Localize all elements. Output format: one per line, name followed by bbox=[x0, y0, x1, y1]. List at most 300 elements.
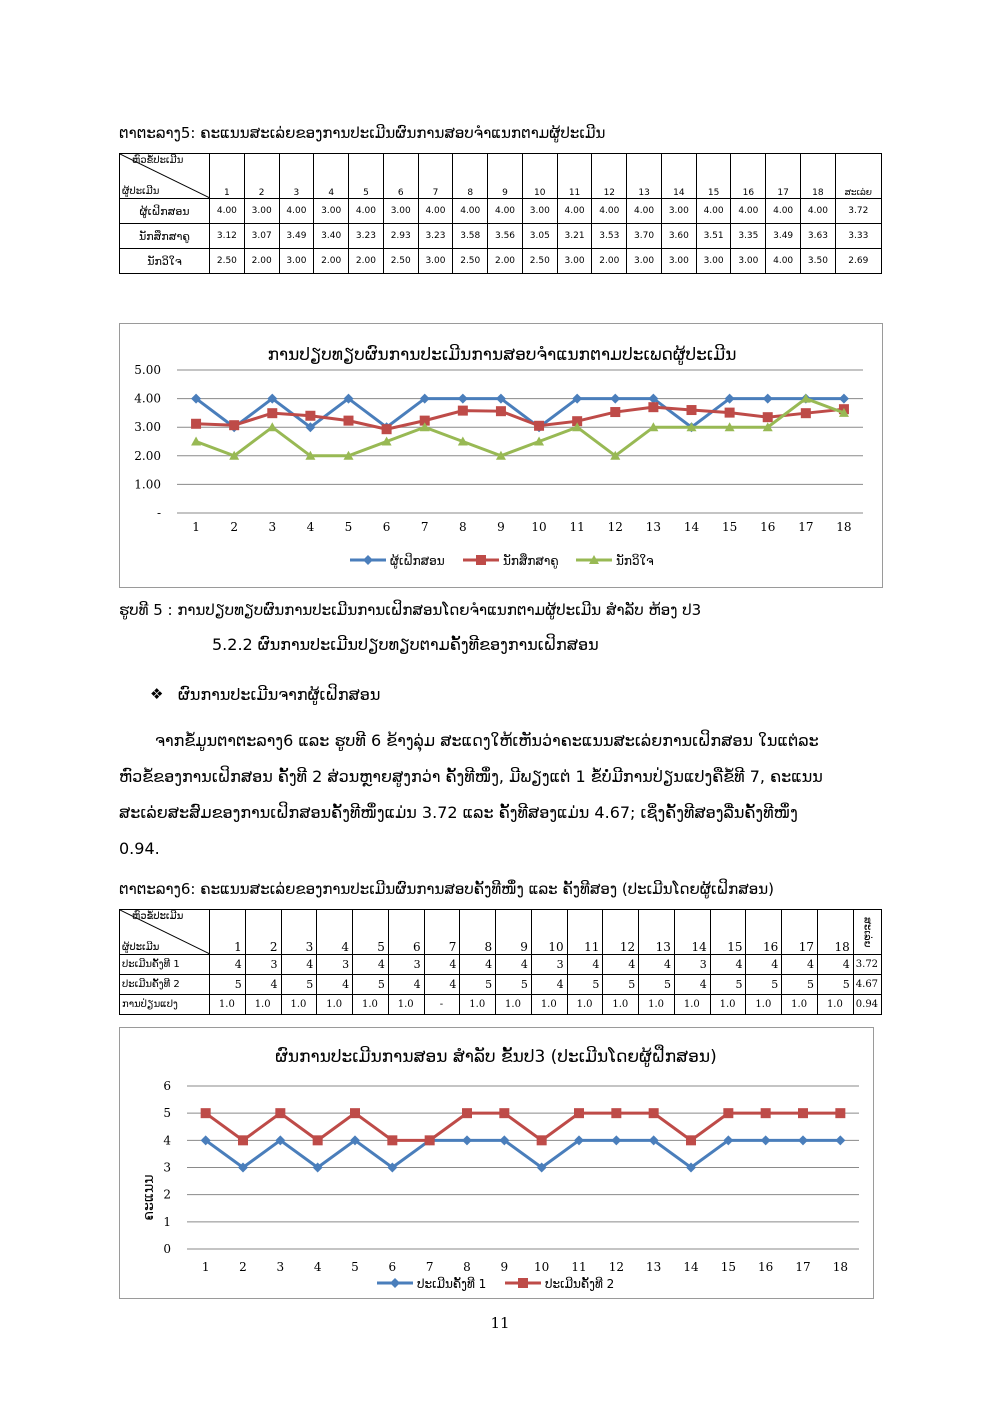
x-tick-label: 17 bbox=[795, 1260, 811, 1274]
x-tick-label: 5 bbox=[344, 520, 353, 534]
y-tick-label: 0 bbox=[163, 1242, 171, 1256]
value-cell: 4.00 bbox=[418, 199, 453, 224]
x-tick-label: 5 bbox=[351, 1260, 359, 1274]
table-row bbox=[120, 249, 882, 274]
x-tick-label: 8 bbox=[463, 1260, 471, 1274]
legend-item bbox=[350, 552, 445, 569]
value-cell: 3.49 bbox=[766, 224, 801, 249]
value-cell: 1.0 bbox=[388, 995, 424, 1015]
data-point bbox=[382, 424, 392, 434]
data-point bbox=[425, 1135, 435, 1145]
value-cell: 3.12 bbox=[210, 224, 245, 249]
value-cell: 3.00 bbox=[522, 199, 557, 224]
data-point bbox=[574, 1108, 584, 1118]
x-tick-label: 6 bbox=[382, 520, 391, 534]
header-diagonal-cell bbox=[120, 910, 210, 955]
data-point bbox=[350, 1108, 360, 1118]
series-line bbox=[206, 1140, 841, 1167]
value-cell: 4 bbox=[245, 975, 281, 995]
y-tick-label: 2 bbox=[163, 1187, 171, 1202]
value-cell: 4.00 bbox=[592, 199, 627, 224]
header-column: 5 bbox=[353, 910, 389, 955]
value-cell: 1.0 bbox=[531, 995, 567, 1015]
data-point bbox=[686, 1135, 696, 1145]
y-tick-label: 5.00 bbox=[134, 363, 161, 377]
table-row bbox=[120, 199, 882, 224]
header-column: 1 bbox=[210, 910, 246, 955]
value-cell: 4 bbox=[710, 955, 746, 975]
value-cell: 4 bbox=[818, 955, 854, 975]
value-cell: 4 bbox=[567, 955, 603, 975]
paragraph-line: ຫົວຂໍ້ຂອງການເຝິກສອນ ຄັ້ງທີ 2 ສ່ວນຫຼາຍສູງກວ່າ ຄັ້ງທີໜຶ່ງ, ມີພຽງແຕ່ 1 ຂໍ້ບໍ່ມີການປ່ຽນແປງຄືຂໍ້ທີ 7, ຄະແນນ bbox=[119, 767, 823, 786]
x-tick-label: 12 bbox=[607, 520, 623, 534]
average-cell: 4.67 bbox=[853, 975, 881, 995]
data-point bbox=[462, 1135, 472, 1145]
x-tick-label: 6 bbox=[388, 1260, 397, 1274]
legend-item bbox=[463, 553, 559, 569]
header-column: 16 bbox=[731, 154, 766, 199]
value-cell: 1.0 bbox=[210, 995, 246, 1015]
value-cell: 2.50 bbox=[453, 249, 488, 274]
legend-item bbox=[377, 1276, 486, 1291]
x-tick-label: 8 bbox=[459, 520, 467, 534]
value-cell: 1.0 bbox=[710, 995, 746, 1015]
value-cell: 3.40 bbox=[314, 224, 349, 249]
value-cell: - bbox=[424, 995, 460, 1015]
x-tick-label: 16 bbox=[760, 520, 776, 534]
value-cell: 5 bbox=[281, 975, 317, 995]
value-cell: 1.0 bbox=[353, 995, 389, 1015]
x-tick-label: 17 bbox=[798, 520, 814, 534]
data-point bbox=[496, 406, 506, 416]
value-cell: 1.0 bbox=[639, 995, 675, 1015]
chart1-frame bbox=[119, 323, 883, 588]
value-cell: 3.00 bbox=[244, 199, 279, 224]
value-cell: 3 bbox=[531, 955, 567, 975]
row-label: ນັກສຶກສາຄູ bbox=[120, 224, 210, 249]
value-cell: 5 bbox=[710, 975, 746, 995]
data-point bbox=[191, 419, 201, 429]
data-point bbox=[201, 1108, 211, 1118]
header-column: 13 bbox=[639, 910, 675, 955]
x-tick-label: 15 bbox=[721, 520, 738, 534]
data-point bbox=[458, 394, 468, 404]
header-column: 2 bbox=[245, 910, 281, 955]
x-tick-label: 11 bbox=[571, 1260, 587, 1274]
y-tick-label: 3.00 bbox=[134, 420, 161, 435]
average-cell: 3.72 bbox=[853, 955, 881, 975]
paragraph-line: ສະເລ່ຍສະສົມຂອງການເຝິກສອນຄັ້ງທີໜຶ່ງແມ່ນ 3.72 ແລະ ຄັ້ງທີສອງແມ່ນ 4.67; ເຊິ່ງຄັ້ງທີສອງລື່ນຄັ້ງທີໜຶ່ງ bbox=[119, 803, 798, 822]
value-cell: 3.00 bbox=[696, 249, 731, 274]
value-cell: 3.63 bbox=[801, 224, 836, 249]
bullet-icon: ❖ bbox=[150, 685, 164, 703]
data-point bbox=[238, 1135, 248, 1145]
data-point bbox=[763, 412, 773, 422]
value-cell: 1.0 bbox=[245, 995, 281, 1015]
value-cell: 3.51 bbox=[696, 224, 731, 249]
value-cell: 4 bbox=[639, 955, 675, 975]
value-cell: 3.49 bbox=[279, 224, 314, 249]
header-topic-label: ຫົວຂໍ້ປະເມີນ bbox=[132, 911, 184, 922]
x-tick-label: 14 bbox=[683, 520, 700, 534]
chart2-frame bbox=[119, 1027, 874, 1299]
value-cell: 3.56 bbox=[488, 224, 523, 249]
y-tick-label: 6 bbox=[163, 1079, 171, 1093]
value-cell: 3.00 bbox=[661, 199, 696, 224]
value-cell: 2.00 bbox=[488, 249, 523, 274]
y-tick-label: 4.00 bbox=[134, 391, 161, 406]
header-column: 8 bbox=[453, 154, 488, 199]
header-column: 4 bbox=[317, 910, 353, 955]
value-cell: 4 bbox=[531, 975, 567, 995]
header-column: 12 bbox=[603, 910, 639, 955]
x-tick-label: 16 bbox=[758, 1260, 774, 1274]
value-cell: 4.00 bbox=[210, 199, 245, 224]
legend-marker bbox=[476, 555, 486, 565]
header-column: 9 bbox=[488, 154, 523, 199]
value-cell: 2.50 bbox=[210, 249, 245, 274]
header-column: 7 bbox=[418, 154, 453, 199]
value-cell: 3.50 bbox=[801, 249, 836, 274]
x-tick-label: 14 bbox=[683, 1260, 699, 1274]
header-column: 11 bbox=[557, 154, 592, 199]
data-point bbox=[801, 408, 811, 418]
value-cell: 1.0 bbox=[674, 995, 710, 1015]
average-cell: 3.33 bbox=[835, 224, 881, 249]
x-tick-label: 1 bbox=[201, 1260, 210, 1274]
value-cell: 1.0 bbox=[460, 995, 496, 1015]
table5-caption: ຕາຕະລາງ5: ຄະແນນສະເລ່ຍຂອງການປະເມີນຜົນການສອບຈຳແນກຕາມຜູ້ປະເມີນ bbox=[119, 124, 606, 142]
value-cell: 5 bbox=[210, 975, 246, 995]
header-diagonal-cell bbox=[120, 154, 210, 199]
value-cell: 4 bbox=[424, 975, 460, 995]
value-cell: 5 bbox=[603, 975, 639, 995]
data-point bbox=[458, 406, 468, 416]
y-tick-label: 1.00 bbox=[134, 477, 161, 492]
value-cell: 1.0 bbox=[496, 995, 532, 1015]
value-cell: 1.0 bbox=[603, 995, 639, 1015]
header-evaluator-label: ຜູ້ປະເມີນ bbox=[122, 186, 160, 197]
value-cell: 4 bbox=[353, 955, 389, 975]
data-point bbox=[499, 1108, 509, 1118]
paragraph-line: ຈາກຂໍ້ມູນຕາຕະລາງ6 ແລະ ຮູບທີ 6 ຂ້າງລຸ່ມ ສະແດງໃຫ້ເຫັນວ່າຄະແນນສະເລ່ຍການເຝິກສອນ ໃນແຕ່ລະ bbox=[155, 731, 819, 750]
row-label: ນັກວິໃຈ bbox=[120, 249, 210, 274]
bullet-heading: ຜົນການປະເມີນຈາກຜູ້ເຝິກສອນ bbox=[178, 685, 381, 704]
header-column: 9 bbox=[496, 910, 532, 955]
value-cell: 1.0 bbox=[317, 995, 353, 1015]
data-point bbox=[313, 1135, 323, 1145]
body-paragraph bbox=[119, 723, 884, 867]
data-point bbox=[761, 1108, 771, 1118]
table-row bbox=[120, 995, 882, 1015]
section-heading: 5.2.2 ຜົນການປະເມີນປຽບທຽບຕາມຄັ້ງທີຂອງການເຝິກສອນ bbox=[212, 635, 599, 654]
value-cell: 3 bbox=[674, 955, 710, 975]
value-cell: 4 bbox=[388, 975, 424, 995]
header-column: 5 bbox=[349, 154, 384, 199]
value-cell: 4 bbox=[210, 955, 246, 975]
value-cell: 5 bbox=[746, 975, 782, 995]
value-cell: 3 bbox=[317, 955, 353, 975]
header-column: 16 bbox=[746, 910, 782, 955]
value-cell: 3 bbox=[388, 955, 424, 975]
table6 bbox=[119, 909, 882, 1015]
data-point bbox=[305, 411, 315, 421]
header-column: 15 bbox=[696, 154, 731, 199]
value-cell: 2.00 bbox=[592, 249, 627, 274]
x-tick-label: 4 bbox=[313, 1260, 322, 1274]
x-tick-label: 12 bbox=[608, 1260, 624, 1274]
value-cell: 4.00 bbox=[453, 199, 488, 224]
value-cell: 2.00 bbox=[349, 249, 384, 274]
legend-marker bbox=[518, 1278, 528, 1288]
value-cell: 4.00 bbox=[766, 249, 801, 274]
x-tick-label: 18 bbox=[836, 520, 852, 534]
y-axis-label: ຄະແນນ bbox=[141, 1174, 157, 1221]
value-cell: 4 bbox=[603, 955, 639, 975]
data-point bbox=[344, 416, 354, 426]
value-cell: 4.00 bbox=[731, 199, 766, 224]
header-column: 17 bbox=[782, 910, 818, 955]
value-cell: 5 bbox=[782, 975, 818, 995]
data-point bbox=[229, 420, 239, 430]
header-column: 4 bbox=[314, 154, 349, 199]
value-cell: 4.00 bbox=[627, 199, 662, 224]
data-point bbox=[534, 421, 544, 431]
x-tick-label: 13 bbox=[646, 1260, 662, 1274]
data-point bbox=[839, 394, 849, 404]
value-cell: 3.00 bbox=[661, 249, 696, 274]
chart2 bbox=[120, 1028, 873, 1298]
data-point bbox=[610, 394, 620, 404]
value-cell: 4.00 bbox=[349, 199, 384, 224]
table6-caption: ຕາຕະລາງ6: ຄະແນນສະເລ່ຍຂອງການປະເມີນຜົນການສອບຄັ້ງທີໜຶ່ງ ແລະ ຄັ້ງທີສອງ (ປະເມີນໂດຍຜູ້ເຝິກສອນ) bbox=[119, 880, 774, 898]
series-line bbox=[206, 1113, 841, 1140]
value-cell: 4 bbox=[424, 955, 460, 975]
header-column: 18 bbox=[818, 910, 854, 955]
header-average: ສະເລ່ຍ bbox=[853, 910, 881, 955]
header-column: 15 bbox=[710, 910, 746, 955]
legend-label: ປະເມີນຄັ້ງທີ 2 bbox=[545, 1277, 615, 1291]
value-cell: 1.0 bbox=[746, 995, 782, 1015]
value-cell: 4 bbox=[674, 975, 710, 995]
data-point bbox=[462, 1108, 472, 1118]
y-tick-label: 5 bbox=[163, 1106, 171, 1121]
value-cell: 5 bbox=[353, 975, 389, 995]
series-2 bbox=[191, 402, 849, 434]
value-cell: 3.53 bbox=[592, 224, 627, 249]
value-cell: 3.00 bbox=[627, 249, 662, 274]
y-tick-label: 1 bbox=[163, 1214, 171, 1229]
data-point bbox=[798, 1108, 808, 1118]
data-point bbox=[723, 1108, 733, 1118]
value-cell: 4.00 bbox=[766, 199, 801, 224]
value-cell: 4.00 bbox=[279, 199, 314, 224]
value-cell: 3.35 bbox=[731, 224, 766, 249]
value-cell: 2.00 bbox=[314, 249, 349, 274]
value-cell: 3.23 bbox=[418, 224, 453, 249]
value-cell: 4.00 bbox=[557, 199, 592, 224]
header-column: 12 bbox=[592, 154, 627, 199]
value-cell: 3.00 bbox=[314, 199, 349, 224]
data-point bbox=[761, 1135, 771, 1145]
value-cell: 5 bbox=[639, 975, 675, 995]
header-column: 3 bbox=[279, 154, 314, 199]
x-tick-label: 2 bbox=[230, 520, 238, 534]
row-label: ຜູ້ເຝິກສອນ bbox=[120, 199, 210, 224]
data-point bbox=[798, 1135, 808, 1145]
value-cell: 3.00 bbox=[731, 249, 766, 274]
value-cell: 5 bbox=[496, 975, 532, 995]
value-cell: 3.05 bbox=[522, 224, 557, 249]
legend-marker bbox=[363, 555, 373, 565]
header-column: 17 bbox=[766, 154, 801, 199]
value-cell: 3.00 bbox=[383, 199, 418, 224]
page-number: 11 bbox=[490, 1314, 510, 1332]
value-cell: 4 bbox=[281, 955, 317, 975]
average-cell: 0.94 bbox=[853, 995, 881, 1015]
header-evaluator-label: ຜູ້ປະເມີນ bbox=[122, 942, 160, 953]
value-cell: 2.00 bbox=[244, 249, 279, 274]
header-column: 10 bbox=[531, 910, 567, 955]
average-cell: 3.72 bbox=[835, 199, 881, 224]
legend-label: ນັກສຶກສາຄູ bbox=[503, 554, 559, 568]
paragraph-line: 0.94. bbox=[119, 839, 160, 858]
data-point bbox=[649, 1108, 659, 1118]
x-tick-label: 9 bbox=[497, 520, 505, 534]
header-column: 11 bbox=[567, 910, 603, 955]
data-point bbox=[611, 1108, 621, 1118]
data-point bbox=[275, 1108, 285, 1118]
data-point bbox=[387, 1135, 397, 1145]
value-cell: 2.50 bbox=[522, 249, 557, 274]
x-tick-label: 9 bbox=[500, 1260, 509, 1274]
value-cell: 2.50 bbox=[383, 249, 418, 274]
header-column: 3 bbox=[281, 910, 317, 955]
value-cell: 4 bbox=[782, 955, 818, 975]
header-column: 14 bbox=[674, 910, 710, 955]
value-cell: 4 bbox=[746, 955, 782, 975]
x-tick-label: 10 bbox=[534, 1260, 550, 1274]
table-row bbox=[120, 224, 882, 249]
value-cell: 3.00 bbox=[279, 249, 314, 274]
x-tick-label: 4 bbox=[306, 520, 315, 534]
y-tick-label: 4 bbox=[163, 1133, 171, 1148]
row-label: ປະເມີນຄັ້ງທີ 1 bbox=[120, 955, 210, 975]
table-row bbox=[120, 975, 882, 995]
header-column: 7 bbox=[424, 910, 460, 955]
header-column: 10 bbox=[522, 154, 557, 199]
header-column: 6 bbox=[388, 910, 424, 955]
value-cell: 3 bbox=[245, 955, 281, 975]
header-column: 13 bbox=[627, 154, 662, 199]
legend-item bbox=[505, 1276, 614, 1291]
value-cell: 4 bbox=[496, 955, 532, 975]
data-point bbox=[725, 408, 735, 418]
value-cell: 3.07 bbox=[244, 224, 279, 249]
value-cell: 3.00 bbox=[418, 249, 453, 274]
figure5-caption: ຮູບທີ 5 : ການປຽບທຽບຜົນການປະເມີນການເຝິກສອນໂດຍຈຳແນກຕາມຜູ້ປະເມີນ ສຳລັບ ຫ້ອງ ປ3 bbox=[119, 601, 702, 619]
chart1 bbox=[120, 324, 882, 587]
data-point bbox=[835, 1108, 845, 1118]
value-cell: 4 bbox=[317, 975, 353, 995]
header-column: 8 bbox=[460, 910, 496, 955]
chart-title: ການປຽບທຽບຜົນການປະເມີນການສອບຈຳແນກຕາມປະເພດຜູ້ປະເມີນ bbox=[267, 345, 737, 365]
value-cell: 1.0 bbox=[567, 995, 603, 1015]
legend-marker bbox=[390, 1278, 400, 1288]
legend-label: ປະເມີນຄັ້ງທີ 1 bbox=[417, 1277, 487, 1291]
table5 bbox=[119, 153, 882, 274]
x-tick-label: 7 bbox=[425, 1260, 434, 1274]
data-point bbox=[611, 1135, 621, 1145]
legend-label: ນັກວິໃຈ bbox=[616, 554, 654, 568]
legend-label: ຜູ້ເຝິກສອນ bbox=[390, 554, 445, 568]
value-cell: 3.21 bbox=[557, 224, 592, 249]
row-label: ປະເມີນຄັ້ງທີ 2 bbox=[120, 975, 210, 995]
value-cell: 1.0 bbox=[818, 995, 854, 1015]
data-point bbox=[537, 1135, 547, 1145]
y-tick-label: - bbox=[156, 506, 161, 520]
data-point bbox=[191, 437, 201, 446]
value-cell: 3.60 bbox=[661, 224, 696, 249]
header-column: 18 bbox=[801, 154, 836, 199]
series-1 bbox=[201, 1135, 846, 1172]
x-tick-label: 7 bbox=[420, 520, 429, 534]
legend-item bbox=[576, 553, 654, 568]
value-cell: 4.00 bbox=[488, 199, 523, 224]
series-line bbox=[196, 399, 844, 428]
header-column: 1 bbox=[210, 154, 245, 199]
x-tick-label: 13 bbox=[645, 520, 662, 534]
x-tick-label: 15 bbox=[720, 1260, 736, 1274]
value-cell: 3.70 bbox=[627, 224, 662, 249]
value-cell: 2.93 bbox=[383, 224, 418, 249]
data-point bbox=[267, 408, 277, 418]
value-cell: 4.00 bbox=[801, 199, 836, 224]
y-tick-label: 3 bbox=[163, 1160, 171, 1175]
value-cell: 3.58 bbox=[453, 224, 488, 249]
x-tick-label: 18 bbox=[832, 1260, 848, 1274]
header-column: 6 bbox=[383, 154, 418, 199]
x-tick-label: 10 bbox=[531, 520, 547, 534]
value-cell: 3.00 bbox=[557, 249, 592, 274]
header-column: 2 bbox=[244, 154, 279, 199]
value-cell: 5 bbox=[818, 975, 854, 995]
value-cell: 5 bbox=[567, 975, 603, 995]
y-tick-label: 2.00 bbox=[134, 448, 161, 463]
table-row bbox=[120, 955, 882, 975]
data-point bbox=[648, 402, 658, 412]
chart-title: ຜົນການປະເມີນການສອນ ສຳລັບ ຂັ້ນປ3 (ປະເມີນໂດຍຜູ້ຝຶກສອນ) bbox=[275, 1047, 717, 1067]
x-tick-label: 11 bbox=[569, 520, 585, 534]
x-tick-label: 1 bbox=[192, 520, 200, 534]
header-column: 14 bbox=[661, 154, 696, 199]
value-cell: 4.00 bbox=[696, 199, 731, 224]
value-cell: 5 bbox=[460, 975, 496, 995]
x-tick-label: 2 bbox=[239, 1260, 247, 1274]
data-point bbox=[687, 405, 697, 415]
value-cell: 1.0 bbox=[782, 995, 818, 1015]
value-cell: 1.0 bbox=[281, 995, 317, 1015]
x-tick-label: 3 bbox=[268, 520, 277, 534]
data-point bbox=[763, 394, 773, 404]
header-average: ສະເລ່ຍ bbox=[835, 154, 881, 199]
average-cell: 2.69 bbox=[835, 249, 881, 274]
data-point bbox=[835, 1135, 845, 1145]
header-topic-label: ຫົວຂໍ້ປະເມີນ bbox=[132, 155, 184, 166]
row-label: ການປ່ຽນແປງ bbox=[120, 995, 210, 1015]
x-tick-label: 3 bbox=[276, 1260, 285, 1274]
value-cell: 3.23 bbox=[349, 224, 384, 249]
